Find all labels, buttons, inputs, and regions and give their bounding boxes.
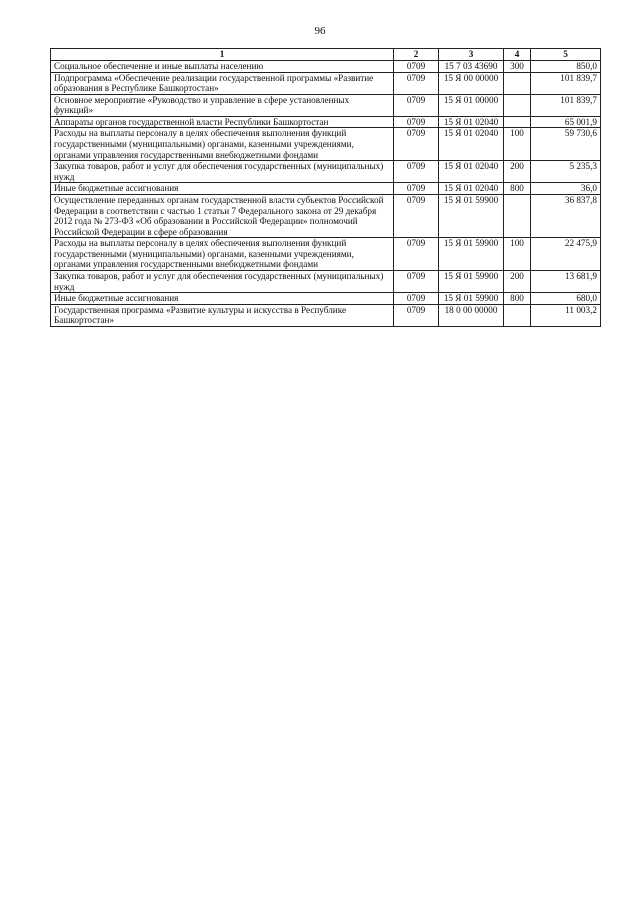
row-target: 15 Я 01 02040 — [439, 128, 504, 161]
row-target: 15 Я 01 00000 — [439, 94, 504, 116]
row-type: 100 — [504, 128, 531, 161]
row-name: Государственная программа «Развитие культуры и искусства в Республике Башкортостан» — [51, 304, 394, 326]
header-cell-section: 2 — [394, 49, 439, 61]
row-target: 15 Я 01 02040 — [439, 161, 504, 183]
row-type: 200 — [504, 161, 531, 183]
table-row — [51, 293, 601, 305]
row-section: 0709 — [394, 116, 439, 128]
row-type — [504, 72, 531, 94]
row-section: 0709 — [394, 183, 439, 195]
page-number: 96 — [314, 25, 326, 37]
row-target: 15 Я 01 02040 — [439, 183, 504, 195]
row-section: 0709 — [394, 270, 439, 292]
header-row — [51, 49, 601, 61]
header-cell-sum: 5 — [531, 49, 601, 61]
row-section: 0709 — [394, 61, 439, 73]
table-row — [51, 194, 601, 237]
row-section: 0709 — [394, 128, 439, 161]
row-type — [504, 94, 531, 116]
table-row — [51, 94, 601, 116]
row-target: 15 Я 01 59900 — [439, 293, 504, 305]
row-name: Иные бюджетные ассигнования — [51, 293, 394, 305]
row-name: Расходы на выплаты персоналу в целях обеспечения выполнения функций государственными (муниципальными) органами, казенными учреждениями, органами управления государственными внебюджетными фондами — [51, 128, 394, 161]
row-type: 800 — [504, 183, 531, 195]
table-row — [51, 161, 601, 183]
row-type — [504, 304, 531, 326]
row-sum: 65 001,9 — [531, 116, 601, 128]
table-row — [51, 116, 601, 128]
row-target: 18 0 00 00000 — [439, 304, 504, 326]
row-type: 200 — [504, 270, 531, 292]
row-name: Закупка товаров, работ и услуг для обеспечения государственных (муниципальных) нужд — [51, 161, 394, 183]
row-sum: 22 475,9 — [531, 238, 601, 271]
row-type — [504, 116, 531, 128]
header-cell-target: 3 — [439, 49, 504, 61]
row-name: Иные бюджетные ассигнования — [51, 183, 394, 195]
header-cell-type: 4 — [504, 49, 531, 61]
row-target: 15 Я 01 59900 — [439, 238, 504, 271]
table-row — [51, 304, 601, 326]
row-sum: 59 730,6 — [531, 128, 601, 161]
row-name: Осуществление переданных органам государственной власти субъектов Российской Федерации в соответствии с частью 1 статьи 7 Федерального закона от 29 декабря 2012 года № 273-ФЗ «Об образовании в Российской Федерации» полномочий Российской Федерации в сфере образования — [51, 194, 394, 237]
header-cell-name: 1 — [51, 49, 394, 61]
row-sum: 850,0 — [531, 61, 601, 73]
row-sum: 36,0 — [531, 183, 601, 195]
budget-table — [50, 48, 601, 327]
row-section: 0709 — [394, 72, 439, 94]
row-sum: 5 235,3 — [531, 161, 601, 183]
table-row — [51, 238, 601, 271]
row-type — [504, 194, 531, 237]
row-name: Основное мероприятие «Руководство и управление в сфере установленных функций» — [51, 94, 394, 116]
row-name: Подпрограмма «Обеспечение реализации государственной программы «Развитие образования в Республике Башкортостан» — [51, 72, 394, 94]
table-row — [51, 270, 601, 292]
row-sum: 101 839,7 — [531, 72, 601, 94]
row-section: 0709 — [394, 304, 439, 326]
row-target: 15 Я 01 59900 — [439, 194, 504, 237]
row-name: Аппараты органов государственной власти Республики Башкортостан — [51, 116, 394, 128]
row-type: 300 — [504, 61, 531, 73]
row-type: 100 — [504, 238, 531, 271]
row-target: 15 Я 01 02040 — [439, 116, 504, 128]
row-section: 0709 — [394, 161, 439, 183]
table-row — [51, 183, 601, 195]
row-section: 0709 — [394, 238, 439, 271]
row-section: 0709 — [394, 94, 439, 116]
row-name: Социальное обеспечение и иные выплаты населению — [51, 61, 394, 73]
row-sum: 11 003,2 — [531, 304, 601, 326]
table-row — [51, 61, 601, 73]
table-row — [51, 128, 601, 161]
table-row — [51, 72, 601, 94]
row-sum: 101 839,7 — [531, 94, 601, 116]
row-sum: 36 837,8 — [531, 194, 601, 237]
row-sum: 680,0 — [531, 293, 601, 305]
row-section: 0709 — [394, 293, 439, 305]
row-target: 15 Я 01 59900 — [439, 270, 504, 292]
row-name: Закупка товаров, работ и услуг для обеспечения государственных (муниципальных) нужд — [51, 270, 394, 292]
row-target: 15 Я 00 00000 — [439, 72, 504, 94]
row-target: 15 7 03 43690 — [439, 61, 504, 73]
row-sum: 13 681,9 — [531, 270, 601, 292]
row-name: Расходы на выплаты персоналу в целях обеспечения выполнения функций государственными (муниципальными) органами, казенными учреждениями, органами управления государственными внебюджетными фондами — [51, 238, 394, 271]
row-type: 800 — [504, 293, 531, 305]
row-section: 0709 — [394, 194, 439, 237]
